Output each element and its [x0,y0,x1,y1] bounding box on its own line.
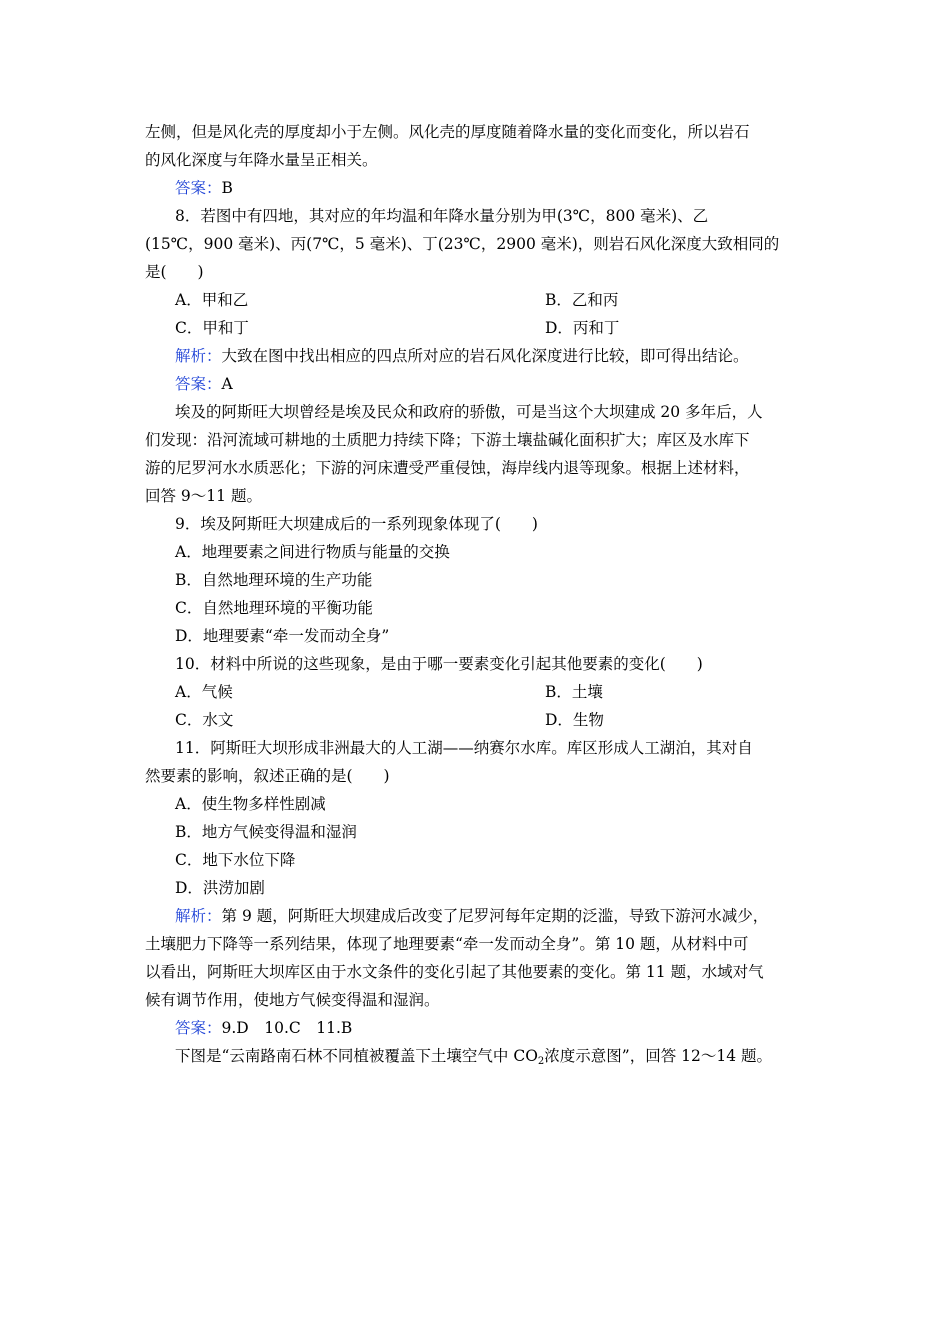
intro-text: 下图是“云南路南石林不同植被覆盖下土壤空气中 CO [175,1047,538,1065]
option-a: A．使生物多样性剧减 [175,795,326,813]
analysis-line [175,906,768,926]
answer-value: B [221,179,233,197]
analysis-label: 解析： [175,347,222,365]
text-line: 的风化深度与年降水量呈正相关。 [145,151,378,169]
analysis-line: 土壤肥力下降等一系列结果，体现了地理要素“牵一发而动全身”。第 10 题，从材料中可 [145,935,749,953]
next-question-intro [175,1046,772,1066]
question-8-line: 是( ) [145,263,204,281]
analysis-line: 候有调节作用，使地方气候变得温和湿润。 [145,991,440,1009]
answer-line [175,374,233,394]
analysis-text: 大致在图中找出相应的四点所对应的岩石风化深度进行比较，即可得出结论。 [221,347,749,365]
option-c: C．自然地理环境的平衡功能 [175,599,373,617]
answer-value: 9.D 10.C 11.B [221,1019,353,1037]
question-11-line: 然要素的影响，叙述正确的是( ) [145,767,390,785]
option-d: D．生物 [545,711,604,729]
answer-line [175,178,233,198]
option-b: B．土壤 [545,683,603,701]
option-d: D．洪涝加剧 [175,879,265,897]
answer-value: A [221,375,233,393]
subscript: 2 [537,1056,545,1067]
answer-label: 答案： [175,179,222,197]
option-c: C．地下水位下降 [175,851,296,869]
material-line: 们发现：沿河流域可耕地的土质肥力持续下降；下游土壤盐碱化面积扩大；库区及水库下 [145,431,750,449]
material-line: 埃及的阿斯旺大坝曾经是埃及民众和政府的骄傲，可是当这个大坝建成 20 多年后，人 [175,403,763,421]
material-line: 游的尼罗河水水质恶化；下游的河床遭受严重侵蚀，海岸线内退等现象。根据上述材料， [145,459,750,477]
option-c: C．甲和丁 [175,319,249,337]
answer-label: 答案： [175,1019,222,1037]
option-d: D．地理要素“牵一发而动全身” [175,627,390,645]
material-line: 回答 9～11 题。 [145,487,262,505]
question-10-stem: 10．材料中所说的这些现象，是由于哪一要素变化引起其他要素的变化( ) [175,655,703,673]
analysis-text: 第 9 题，阿斯旺大坝建成后改变了尼罗河每年定期的泛滥，导致下游河水减少， [221,907,769,925]
option-d: D．丙和丁 [545,319,620,337]
option-a: A．甲和乙 [175,291,249,309]
option-a: A．气候 [175,683,233,701]
option-c: C．水文 [175,711,234,729]
option-b: B．自然地理环境的生产功能 [175,571,373,589]
option-a: A．地理要素之间进行物质与能量的交换 [175,543,450,561]
text-line: 左侧，但是风化壳的厚度却小于左侧。风化壳的厚度随着降水量的变化而变化，所以岩石 [145,123,750,141]
analysis-line [175,346,749,366]
intro-text: 浓度示意图”，回答 12～14 题。 [544,1047,773,1065]
question-9-stem: 9．埃及阿斯旺大坝建成后的一系列现象体现了( ) [175,515,538,533]
question-11-line: 11．阿斯旺大坝形成非洲最大的人工湖——纳赛尔水库。库区形成人工湖泊，其对自 [175,739,753,757]
option-b: B．乙和丙 [545,291,619,309]
question-8-line: 8．若图中有四地，其对应的年均温和年降水量分别为甲(3℃，800 毫米)、乙 [175,207,709,225]
analysis-line: 以看出，阿斯旺大坝库区由于水文条件的变化引起了其他要素的变化。第 11 题，水域对气 [145,963,764,981]
question-8-line: (15℃，900 毫米)、丙(7℃，5 毫米)、丁(23℃，2900 毫米)，则岩石风化深度大致相同的 [145,235,780,253]
option-b: B．地方气候变得温和湿润 [175,823,357,841]
analysis-label: 解析： [175,907,222,925]
answer-label: 答案： [175,375,222,393]
answer-line [175,1018,352,1038]
